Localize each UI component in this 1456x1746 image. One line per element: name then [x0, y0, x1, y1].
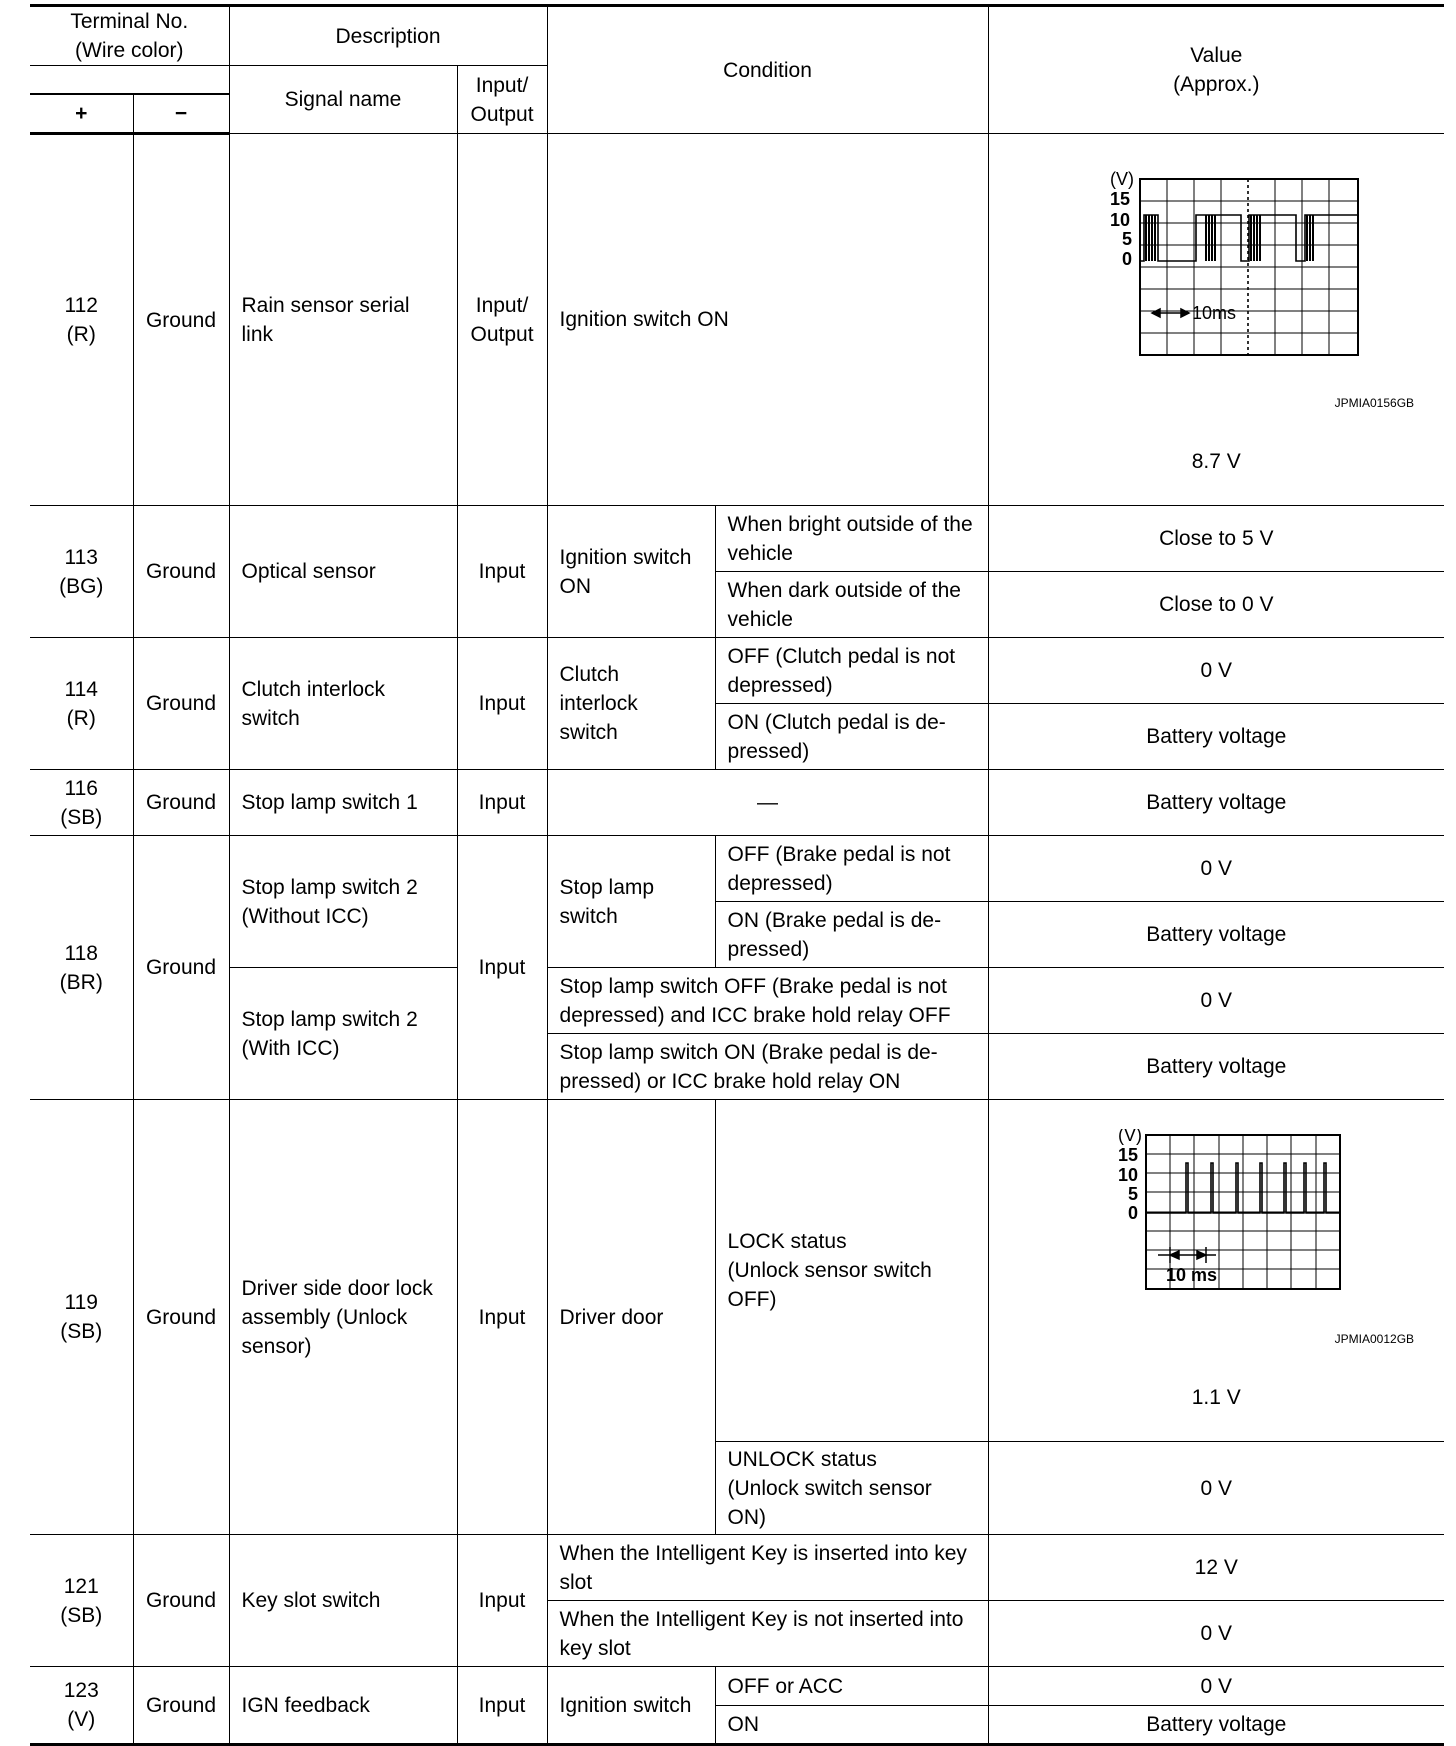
condition-cell: Driver door	[547, 1100, 715, 1535]
io-cell: Input	[457, 770, 547, 836]
condition-cell: Ignition switch ON	[547, 134, 988, 506]
table-row	[30, 1100, 1444, 1442]
table-row	[30, 1667, 1444, 1706]
sub-condition-cell: When dark outside of the vehicle	[715, 572, 988, 638]
waveform-y-unit: (V)	[1118, 1129, 1143, 1145]
waveform-y-tick: 5	[1122, 229, 1133, 249]
waveform-unlock-sensor	[1066, 1129, 1366, 1299]
condition-cell: —	[547, 770, 988, 836]
sub-condition-cell: When bright outside of the vehicle	[715, 506, 988, 572]
table-row	[30, 770, 1444, 836]
io-cell: Input	[457, 506, 547, 638]
waveform-time-label: 10ms	[1192, 303, 1237, 323]
terminal-116: 116 (SB)	[30, 770, 133, 836]
sub-condition-cell: OFF (Clutch pedal is not depressed)	[715, 638, 988, 704]
value-cell: 0 V	[988, 968, 1444, 1034]
signal-name-cell: Stop lamp switch 2 (With ICC)	[229, 968, 457, 1100]
waveform-y-tick: 15	[1110, 189, 1131, 209]
io-cell: Input	[457, 638, 547, 770]
value-cell: Close to 0 V	[988, 572, 1444, 638]
header-condition: Condition	[547, 6, 988, 134]
table-row	[30, 836, 1444, 902]
table-row	[30, 968, 1444, 1034]
signal-name-cell: Optical sensor	[229, 506, 457, 638]
terminal-119: 119 (SB)	[30, 1100, 133, 1535]
ground-cell: Ground	[133, 770, 229, 836]
header-minus: −	[133, 94, 229, 134]
waveform-y-tick: 15	[1118, 1145, 1139, 1165]
condition-cell: Clutch interlock switch	[547, 638, 715, 770]
waveform-y-tick: 5	[1128, 1184, 1139, 1204]
waveform-trace	[1140, 215, 1358, 261]
waveform-y-unit: (V)	[1110, 169, 1135, 189]
value-cell: Battery voltage	[988, 1034, 1444, 1100]
header-terminal-no: Terminal No. (Wire color)	[30, 6, 229, 66]
terminal-123: 123 (V)	[30, 1667, 133, 1745]
value-text: 1.1 V	[1191, 1386, 1241, 1409]
sub-condition-cell: OFF or ACC	[715, 1667, 988, 1706]
header-terminal-spacer	[30, 66, 229, 94]
signal-name-cell: Rain sensor serial link	[229, 134, 457, 506]
signal-name-cell: IGN feedback	[229, 1667, 457, 1745]
signal-name-cell: Key slot switch	[229, 1535, 457, 1667]
value-cell: 0 V	[988, 1442, 1444, 1535]
signal-name-cell: Stop lamp switch 1	[229, 770, 457, 836]
table-row	[30, 506, 1444, 572]
table-row	[30, 638, 1444, 704]
io-cell: Input	[457, 1535, 547, 1667]
signal-name-cell: Clutch interlock switch	[229, 638, 457, 770]
condition-cell: Stop lamp switch	[547, 836, 715, 968]
ground-cell: Ground	[133, 1535, 229, 1667]
waveform-time-marker	[1152, 309, 1189, 317]
condition-cell: Ignition switch ON	[547, 506, 715, 638]
ground-cell: Ground	[133, 134, 229, 506]
signal-name-cell: Stop lamp switch 2 (Without ICC)	[229, 836, 457, 968]
condition-cell: When the Intelligent Key is not inserted into key slot	[547, 1601, 988, 1667]
value-cell-waveform	[988, 1100, 1444, 1442]
signal-name-cell: Driver side door lock assembly (Unlock sensor)	[229, 1100, 457, 1535]
sub-condition-cell: LOCK status (Unlock sensor switch OFF)	[715, 1100, 988, 1442]
value-cell-waveform	[988, 134, 1444, 506]
ground-cell: Ground	[133, 638, 229, 770]
io-cell: Input	[457, 1667, 547, 1745]
waveform-y-tick: 0	[1122, 249, 1133, 269]
terminal-113: 113 (BG)	[30, 506, 133, 638]
condition-cell: When the Intelligent Key is inserted into key slot	[547, 1535, 988, 1601]
header-value: Value (Approx.)	[988, 6, 1444, 134]
waveform-time-marker	[1158, 1247, 1216, 1263]
waveform-rain-sensor	[1066, 163, 1366, 363]
waveform-time-label: 10 ms	[1166, 1265, 1218, 1285]
sub-condition-cell: OFF (Brake pedal is not depressed)	[715, 836, 988, 902]
header-input-output: Input/ Output	[457, 66, 547, 134]
value-cell: Battery voltage	[988, 1706, 1444, 1745]
header-signal-name: Signal name	[229, 66, 457, 134]
table-row	[30, 134, 1444, 506]
io-cell: Input/ Output	[457, 134, 547, 506]
io-cell: Input	[457, 1100, 547, 1535]
table-row	[30, 1535, 1444, 1601]
sub-condition-cell: ON (Brake pedal is de- pressed)	[715, 902, 988, 968]
waveform-y-tick: 0	[1128, 1203, 1139, 1223]
ground-cell: Ground	[133, 1667, 229, 1745]
value-cell: Battery voltage	[988, 704, 1444, 770]
value-cell: 0 V	[988, 1667, 1444, 1706]
sub-condition-cell: UNLOCK status (Unlock switch sensor ON)	[715, 1442, 988, 1535]
header-plus: +	[30, 94, 133, 134]
value-cell: 0 V	[988, 1601, 1444, 1667]
waveform-image-id: JPMIA0012GB	[1334, 1332, 1415, 1346]
condition-cell: Stop lamp switch ON (Brake pedal is de- pressed) or ICC brake hold relay ON	[547, 1034, 988, 1100]
terminal-spec-table	[30, 4, 1444, 1746]
value-cell: Close to 5 V	[988, 506, 1444, 572]
value-cell: 0 V	[988, 836, 1444, 902]
ground-cell: Ground	[133, 506, 229, 638]
waveform-y-tick: 10	[1118, 1165, 1139, 1185]
sub-condition-cell: ON	[715, 1706, 988, 1745]
header-description: Description	[229, 6, 547, 66]
terminal-118: 118 (BR)	[30, 836, 133, 1100]
value-cell: 12 V	[988, 1535, 1444, 1601]
io-cell: Input	[457, 836, 547, 1100]
value-cell: Battery voltage	[988, 770, 1444, 836]
value-text: 8.7 V	[1191, 450, 1241, 473]
terminal-112: 112 (R)	[30, 134, 133, 506]
waveform-bursts	[1146, 215, 1313, 261]
condition-cell: Stop lamp switch OFF (Brake pedal is not depressed) and ICC brake hold relay OFF	[547, 968, 988, 1034]
waveform-grid	[1140, 179, 1358, 355]
terminal-114: 114 (R)	[30, 638, 133, 770]
waveform-y-tick: 10	[1110, 210, 1131, 230]
ground-cell: Ground	[133, 1100, 229, 1535]
condition-cell: Ignition switch	[547, 1667, 715, 1745]
terminal-121: 121 (SB)	[30, 1535, 133, 1667]
sub-condition-cell: ON (Clutch pedal is de- pressed)	[715, 704, 988, 770]
waveform-image-id: JPMIA0156GB	[1334, 396, 1415, 410]
value-cell: 0 V	[988, 638, 1444, 704]
value-cell: Battery voltage	[988, 902, 1444, 968]
ground-cell: Ground	[133, 836, 229, 1100]
